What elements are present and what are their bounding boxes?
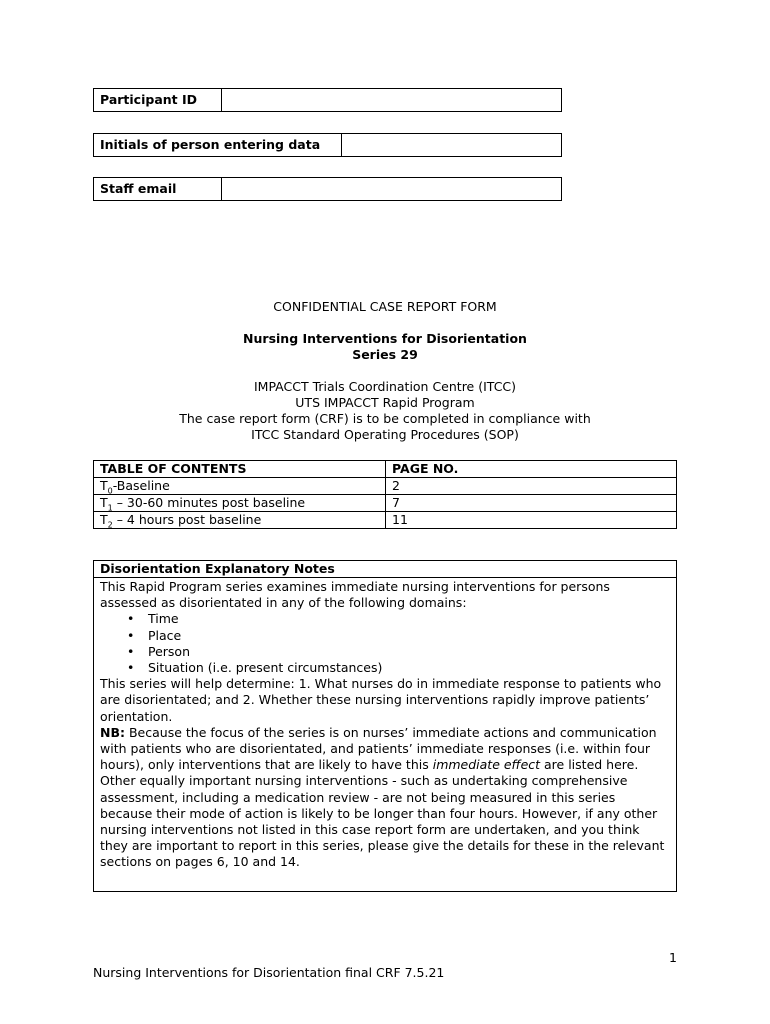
initials-input[interactable] bbox=[342, 134, 561, 156]
staff-email-field bbox=[93, 177, 562, 201]
participant-id-field bbox=[93, 88, 562, 112]
toc-page-t0: 2 bbox=[386, 478, 677, 495]
form-title bbox=[0, 331, 770, 363]
notes-nb-paragraph bbox=[100, 725, 670, 871]
nb-text-a: Because the focus of the series is on nurses’ immediate actions and communication with patients who are disorientated, and patients’ immediate responses (i.e. within four hours), only interventions that are likely to have this bbox=[100, 724, 657, 773]
notes-body bbox=[94, 578, 676, 872]
staff-email-input[interactable] bbox=[222, 178, 561, 200]
initials-field bbox=[93, 133, 562, 157]
form-title-line2: Series 29 bbox=[352, 347, 418, 362]
toc-section-t2: $T_2 - 4$ hours post baseline bbox=[94, 512, 386, 529]
toc-header-row bbox=[94, 461, 677, 478]
notes-intro: This Rapid Program series examines immediate nursing interventions for persons assessed as disorientated in any of the following domains: bbox=[100, 579, 610, 611]
toc-section-t1: $T_1 - 30-60$ minutes post baseline bbox=[94, 495, 386, 512]
compliance-line2: ITCC Standard Operating Procedures (SOP) bbox=[251, 427, 519, 442]
participant-id-label: Participant ID bbox=[94, 89, 222, 111]
footer-doc-name: Nursing Interventions for Disorientation final CRF 7.5.21 bbox=[93, 965, 445, 980]
staff-email-label: Staff email bbox=[94, 178, 222, 200]
program-name: UTS IMPACCT Rapid Program bbox=[295, 395, 475, 410]
toc-section-t0: $T_0$-Baseline bbox=[94, 478, 386, 495]
compliance-line1: The case report form (CRF) is to be completed in compliance with bbox=[179, 411, 591, 426]
toc-page-t1: 7 bbox=[386, 495, 677, 512]
notes-determine: This series will help determine: 1. What nurses do in immediate response to patients who are disorientated; and 2. Whether these nursing interventions rapidly improve patients’ orientation. bbox=[100, 676, 662, 724]
list-item: • Place bbox=[148, 628, 670, 644]
nb-label: NB: bbox=[100, 724, 125, 740]
page-number: 1 bbox=[669, 950, 677, 965]
list-item: • Situation (i.e. present circumstances) bbox=[148, 660, 670, 676]
explanatory-notes-box bbox=[93, 560, 677, 892]
table-row bbox=[94, 478, 677, 495]
nb-emphasis: immediate effect bbox=[432, 757, 541, 773]
table-of-contents bbox=[93, 460, 677, 529]
centre-name: IMPACCT Trials Coordination Centre (ITCC) bbox=[253, 379, 517, 394]
confidential-heading bbox=[0, 299, 770, 315]
centre-info bbox=[0, 379, 770, 443]
confidential-text: CONFIDENTIAL CASE REPORT FORM bbox=[273, 299, 497, 314]
table-row bbox=[94, 495, 677, 512]
initials-label: Initials of person entering data bbox=[94, 134, 342, 156]
form-title-line1: Nursing Interventions for Disorientation bbox=[243, 331, 527, 346]
notes-heading: Disorientation Explanatory Notes bbox=[94, 561, 676, 578]
toc-header-contents: TABLE OF CONTENTS bbox=[94, 461, 386, 478]
list-item: • Person bbox=[148, 644, 670, 660]
table-row bbox=[94, 512, 677, 529]
toc-page-t2: 11 bbox=[386, 512, 677, 529]
nb-text-b: are listed here. Other equally important nursing interventions - such as undertaking comprehensive assessment, including a medication review - are not being measured in this series because their mode of action is likely to be longer than four hours. However, if any other nursing interventions not listed in this case report form are undertaken, and you think they are important to report in this series, please give the details for these in the relevant sections on pages 6, 10 and 14. bbox=[100, 757, 665, 870]
participant-id-input[interactable] bbox=[222, 89, 561, 111]
domain-list bbox=[100, 611, 670, 676]
toc-header-page: PAGE NO. bbox=[386, 461, 677, 478]
list-item: • Time bbox=[148, 611, 670, 627]
